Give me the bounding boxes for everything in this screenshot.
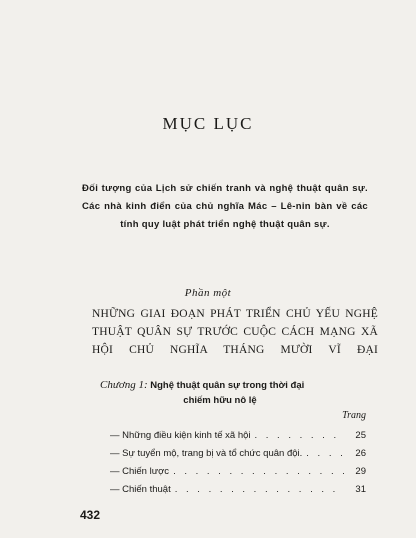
part-label: Phần một [184,287,232,299]
toc-row [110,484,366,502]
intro-entry: Đối tượng của Lịch sử chiến tranh và nghệ thuật quân sự. Các nhà kinh điển của chủ nghĩa Mác – Lê-nin bàn về các tính quy luật phát triển nghệ thuật quân sự. [82,183,368,230]
toc-leader-dots [169,466,344,477]
chapter-title-line2: chiếm hữu nô lệ [183,395,257,406]
toc-leader-dots [251,430,345,441]
toc-row [110,430,366,448]
toc-row-label: — Chiến lược [110,466,170,477]
page-number: 432 [80,508,101,522]
toc-list [110,430,366,502]
toc-row-label: — Những điều kiện kinh tế xã hội [110,430,251,441]
toc-row-label: — Sự tuyển mộ, trang bị và tổ chức quân đội. [110,448,303,459]
chapter-label: Chương 1: [100,379,148,391]
page-column-label: Trang [342,410,366,421]
toc-row-page: 25 [355,430,366,441]
part-title: NHỮNG GIAI ĐOẠN PHÁT TRIỂN CHỦ YẾU NGHỆ THUẬT QUÂN SỰ TRƯỚC CUỘC CÁCH MẠNG XÃ HỘI CHỦ NGHĨA THÁNG MƯỜI VĨ ĐẠI [92,308,378,356]
toc-row [110,466,366,484]
toc-row-page: 31 [355,484,366,495]
toc-row-label: — Chiến thuật [110,484,171,495]
toc-leader-dots [171,484,344,495]
page-title: MỤC LỤC [162,114,254,133]
chapter-heading [100,378,370,408]
toc-row-page: 29 [355,466,366,477]
chapter-title-line1: Nghệ thuật quân sự trong thời đại [150,380,305,391]
toc-leader-dots [302,448,344,459]
toc-row [110,448,366,466]
toc-row-page: 26 [355,448,366,459]
